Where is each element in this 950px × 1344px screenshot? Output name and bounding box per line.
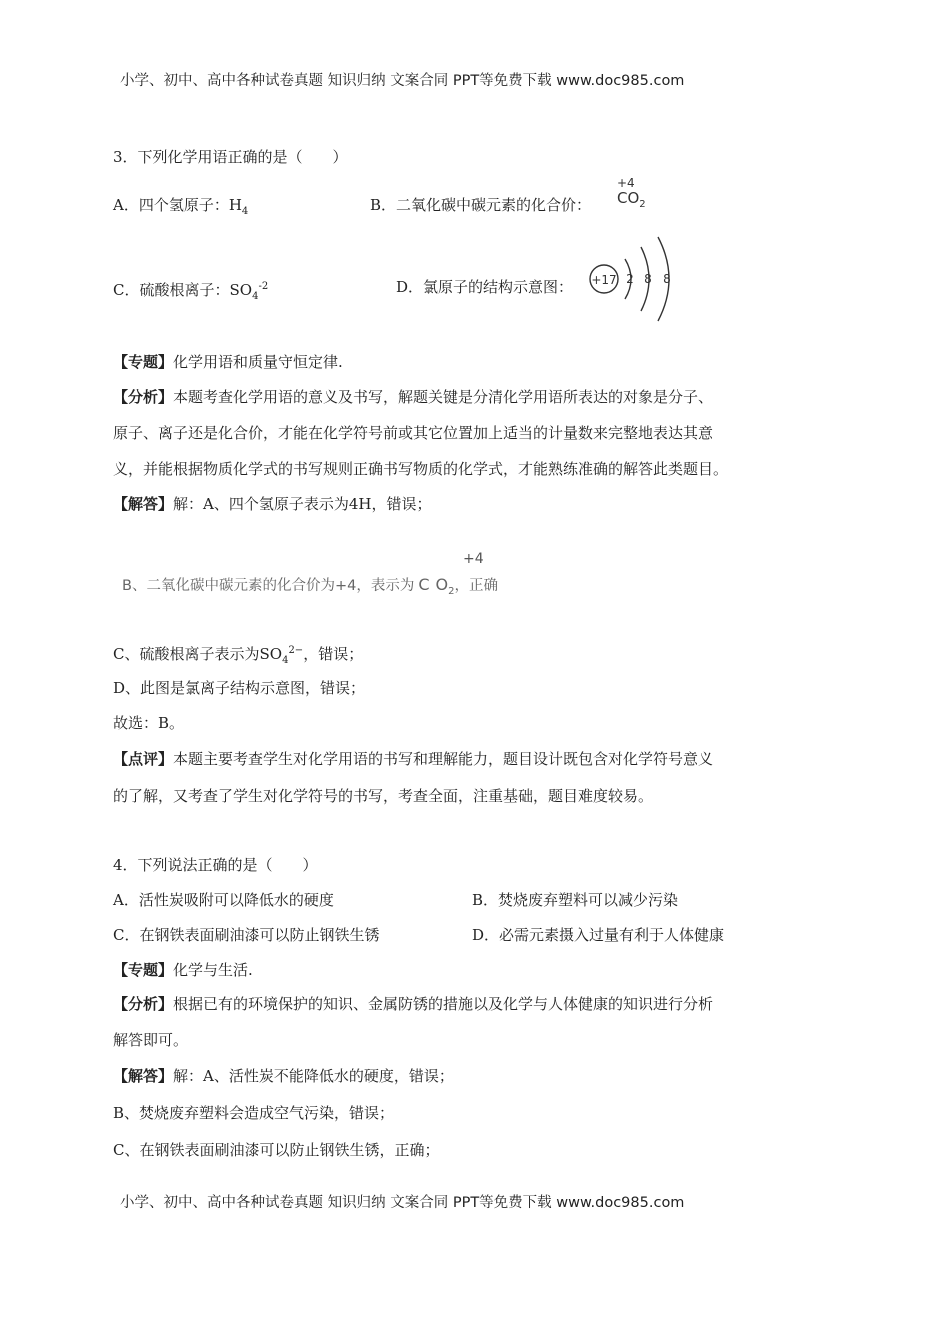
q4-option-d: D．必需元素摄入过量有利于人体健康 bbox=[472, 926, 725, 944]
page-footer: 小学、初中、高中各种试卷真题 知识归纳 文案合同 PPT等免费下载 www.doc985.com bbox=[120, 1195, 685, 1211]
q4-answer-b: B、焚烧废弃塑料会造成空气污染，错误； bbox=[113, 1104, 395, 1122]
q3-analysis-line-2: 原子、离子还是化合价，才能在化学符号前或其它位置加上适当的计量数来完整地表达其意 bbox=[113, 424, 714, 442]
q4-topic: 【专题】化学与生活. bbox=[113, 961, 253, 979]
q3-topic: 【专题】化学用语和质量守恒定律. bbox=[113, 353, 343, 371]
q4-answer-c: C、在钢铁表面刷油漆可以防止钢铁生锈，正确； bbox=[113, 1141, 440, 1159]
q3-option-c: C．硫酸根离子：$SO_4^{-2}$ bbox=[113, 281, 269, 302]
shell-electrons-2: 8 bbox=[644, 272, 652, 286]
shell-electrons-3: 8 bbox=[663, 272, 671, 286]
q3-answer-c: C、硫酸根离子表示为$SO_4^{2-}$，错误； bbox=[113, 645, 364, 666]
q3-choice: 故选：B。 bbox=[113, 714, 185, 732]
q3-option-a: A．四个氢原子：$H_4$ bbox=[113, 196, 249, 217]
q4-analysis-line-1: 【分析】根据已有的环境保护的知识、金属防锈的措施以及化学与人体健康的知识进行分析 bbox=[113, 995, 714, 1013]
q3-comment-line-2: 的了解，又考查了学生对化学符号的书写，考查全面，注重基础，题目难度较易。 bbox=[113, 787, 654, 805]
page-header: 小学、初中、高中各种试卷真题 知识归纳 文案合同 PPT等免费下载 www.doc985.com bbox=[120, 73, 685, 89]
q4-option-b: B．焚烧废弃塑料可以减少污染 bbox=[472, 891, 679, 909]
q3-answer-a: 【解答】解：A、四个氢原子表示为4H，错误； bbox=[113, 495, 432, 513]
q3-answer-b: B、二氧化碳中碳元素的化合价为+4，表示为 C $O_2$，正确 bbox=[122, 575, 498, 597]
nucleus-charge: +17 bbox=[591, 273, 617, 287]
q4-option-c: C．在钢铁表面刷油漆可以防止钢铁生锈 bbox=[113, 926, 380, 944]
q4-stem: 4．下列说法正确的是（ ） bbox=[113, 856, 318, 874]
q3-option-b-valence: +4 bbox=[617, 176, 635, 190]
chlorine-atom-diagram bbox=[585, 233, 685, 325]
q3-option-d: D．氯原子的结构示意图： bbox=[396, 278, 574, 296]
q3-analysis-line-1: 【分析】本题考查化学用语的意义及书写，解题关键是分清化学用语所表达的对象是分子、 bbox=[113, 388, 714, 406]
q4-option-a: A．活性炭吸附可以降低水的硬度 bbox=[113, 891, 334, 909]
q3-stem: 3．下列化学用语正确的是（ ） bbox=[113, 148, 348, 166]
q3-answer-d: D、此图是氯离子结构示意图，错误； bbox=[113, 679, 366, 697]
q3-comment-line-1: 【点评】本题主要考查学生对化学用语的书写和理解能力，题目设计既包含对化学符号意义 bbox=[113, 750, 714, 768]
q3-option-b: B．二氧化碳中碳元素的化合价： bbox=[370, 196, 592, 214]
q3-analysis-line-3: 义，并能根据物质化学式的书写规则正确书写物质的化学式，才能熟练准确的解答此类题目。 bbox=[113, 460, 729, 478]
q4-answer-a: 【解答】解：A、活性炭不能降低水的硬度，错误； bbox=[113, 1067, 454, 1085]
q3-option-b-formula: $CO_2$ bbox=[617, 189, 646, 210]
q4-analysis-line-2: 解答即可。 bbox=[113, 1031, 189, 1049]
shell-electrons-1: 2 bbox=[626, 272, 634, 286]
q3-answer-b-valence: +4 bbox=[463, 551, 484, 567]
